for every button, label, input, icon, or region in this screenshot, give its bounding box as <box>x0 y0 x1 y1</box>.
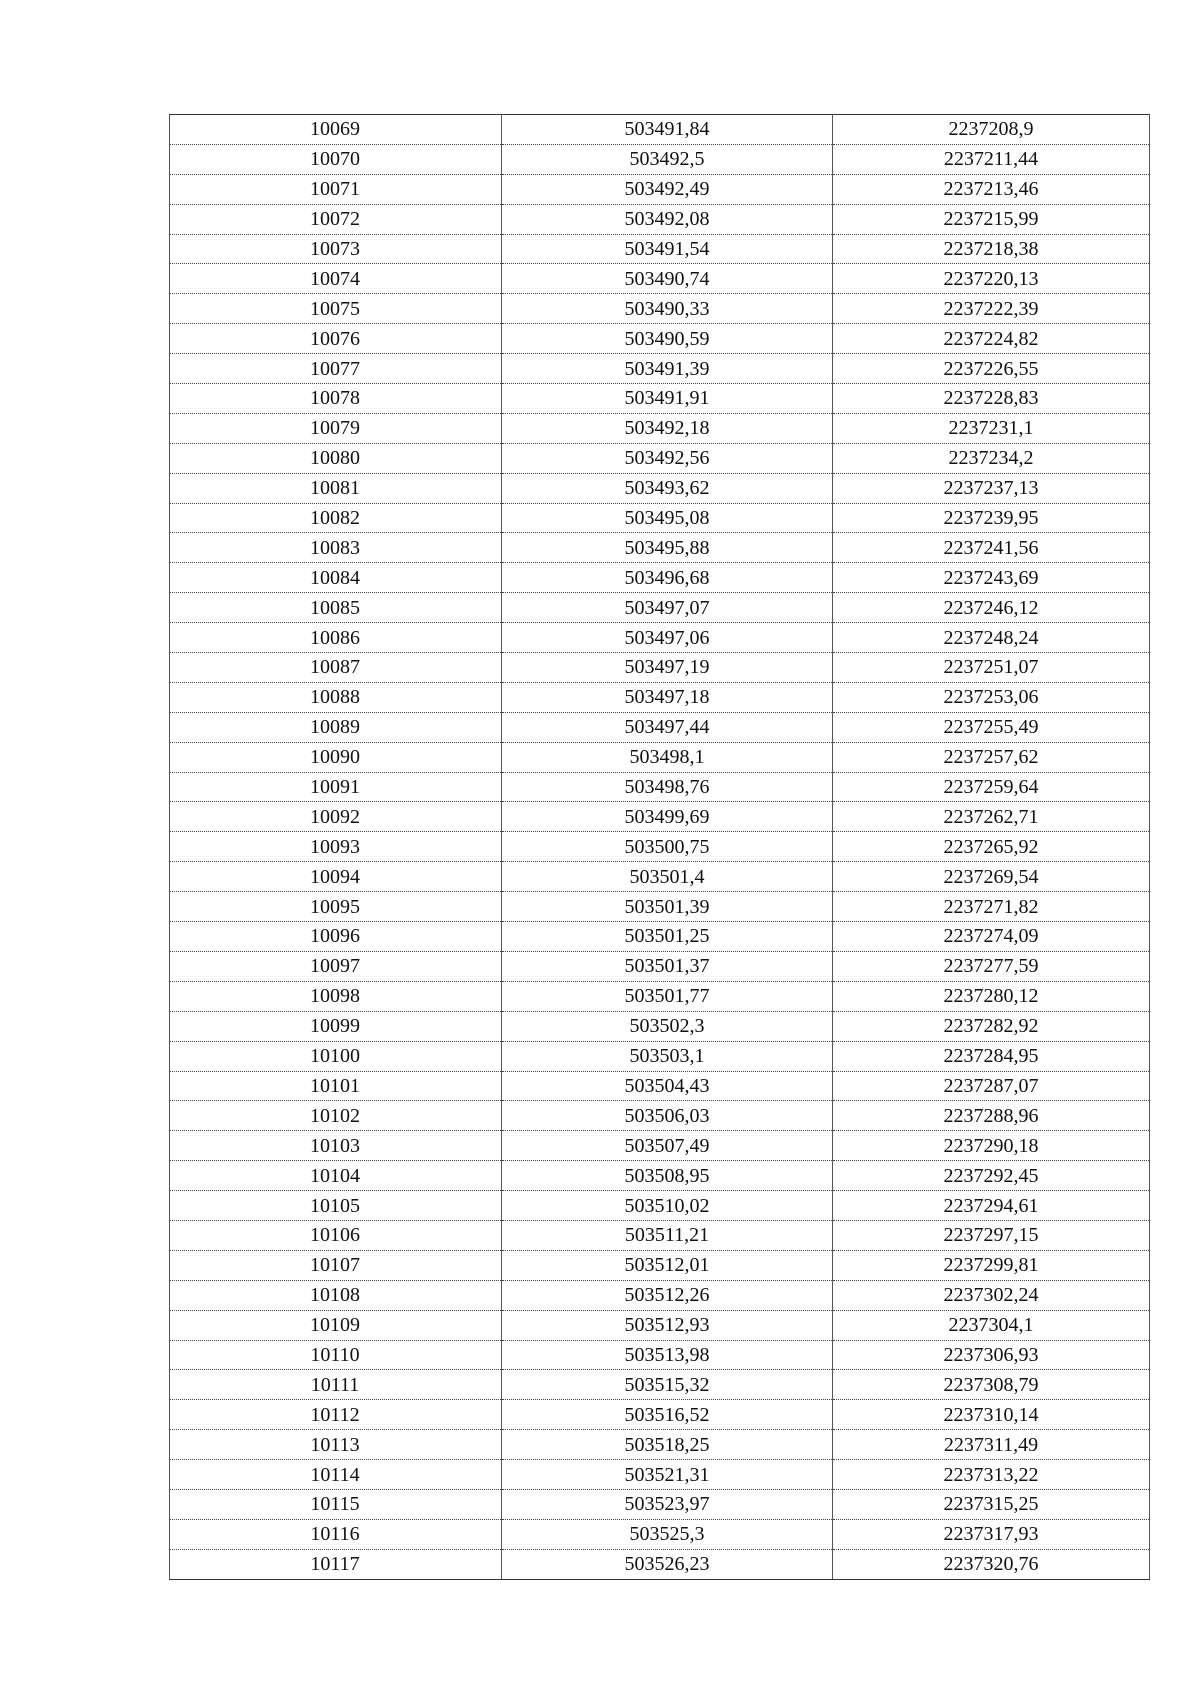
coordinate-y-cell: 2237290,18 <box>833 1131 1150 1161</box>
point-number-cell: 10108 <box>170 1280 502 1310</box>
table-row <box>170 324 1150 354</box>
coordinate-x-cell: 503497,19 <box>502 653 833 683</box>
coordinate-x-cell: 503501,37 <box>502 951 833 981</box>
point-number-cell: 10086 <box>170 623 502 653</box>
coordinate-x-cell: 503501,4 <box>502 862 833 892</box>
coordinate-x-cell: 503492,18 <box>502 413 833 443</box>
coordinate-x-cell: 503491,84 <box>502 115 833 145</box>
coordinate-x-cell: 503525,3 <box>502 1519 833 1549</box>
table-row <box>170 1489 1150 1519</box>
table-row <box>170 772 1150 802</box>
table-row <box>170 533 1150 563</box>
table-row <box>170 384 1150 414</box>
coordinate-y-cell: 2237228,83 <box>833 384 1150 414</box>
point-number-cell: 10112 <box>170 1400 502 1430</box>
point-number-cell: 10096 <box>170 922 502 952</box>
coordinate-y-cell: 2237274,09 <box>833 922 1150 952</box>
coordinate-y-cell: 2237288,96 <box>833 1101 1150 1131</box>
coordinate-x-cell: 503492,49 <box>502 174 833 204</box>
coordinate-y-cell: 2237248,24 <box>833 623 1150 653</box>
coordinate-x-cell: 503491,39 <box>502 354 833 384</box>
point-number-cell: 10072 <box>170 204 502 234</box>
table-row <box>170 981 1150 1011</box>
point-number-cell: 10074 <box>170 264 502 294</box>
coordinate-y-cell: 2237257,62 <box>833 742 1150 772</box>
point-number-cell: 10079 <box>170 413 502 443</box>
point-number-cell: 10101 <box>170 1071 502 1101</box>
table-row <box>170 503 1150 533</box>
coordinate-x-cell: 503512,01 <box>502 1250 833 1280</box>
coordinate-x-cell: 503491,54 <box>502 234 833 264</box>
coordinate-y-cell: 2237234,2 <box>833 443 1150 473</box>
point-number-cell: 10090 <box>170 742 502 772</box>
coordinate-x-cell: 503521,31 <box>502 1460 833 1490</box>
coordinate-y-cell: 2237294,61 <box>833 1191 1150 1221</box>
coordinate-y-cell: 2237299,81 <box>833 1250 1150 1280</box>
table-row <box>170 1071 1150 1101</box>
table-row <box>170 653 1150 683</box>
table-row <box>170 1131 1150 1161</box>
point-number-cell: 10110 <box>170 1340 502 1370</box>
table-row <box>170 951 1150 981</box>
point-number-cell: 10091 <box>170 772 502 802</box>
table-row <box>170 623 1150 653</box>
table-row <box>170 862 1150 892</box>
coordinate-y-cell: 2237313,22 <box>833 1460 1150 1490</box>
table-row <box>170 1519 1150 1549</box>
point-number-cell: 10076 <box>170 324 502 354</box>
point-number-cell: 10106 <box>170 1220 502 1250</box>
table-row <box>170 264 1150 294</box>
coordinate-x-cell: 503518,25 <box>502 1430 833 1460</box>
coordinate-x-cell: 503495,08 <box>502 503 833 533</box>
coordinate-x-cell: 503506,03 <box>502 1101 833 1131</box>
table-row <box>170 1370 1150 1400</box>
point-number-cell: 10103 <box>170 1131 502 1161</box>
coordinate-y-cell: 2237215,99 <box>833 204 1150 234</box>
coordinate-y-cell: 2237282,92 <box>833 1011 1150 1041</box>
point-number-cell: 10075 <box>170 294 502 324</box>
point-number-cell: 10094 <box>170 862 502 892</box>
coordinate-y-cell: 2237259,64 <box>833 772 1150 802</box>
coordinate-y-cell: 2237246,12 <box>833 593 1150 623</box>
coordinate-x-cell: 503501,77 <box>502 981 833 1011</box>
point-number-cell: 10098 <box>170 981 502 1011</box>
coordinate-x-cell: 503515,32 <box>502 1370 833 1400</box>
coordinates-table-body <box>170 115 1150 1580</box>
coordinate-y-cell: 2237226,55 <box>833 354 1150 384</box>
table-row <box>170 1011 1150 1041</box>
coordinate-x-cell: 503493,62 <box>502 473 833 503</box>
table-row <box>170 1310 1150 1340</box>
point-number-cell: 10117 <box>170 1549 502 1579</box>
point-number-cell: 10099 <box>170 1011 502 1041</box>
coordinate-y-cell: 2237311,49 <box>833 1430 1150 1460</box>
coordinate-y-cell: 2237265,92 <box>833 832 1150 862</box>
coordinate-x-cell: 503499,69 <box>502 802 833 832</box>
coordinate-y-cell: 2237213,46 <box>833 174 1150 204</box>
coordinate-x-cell: 503504,43 <box>502 1071 833 1101</box>
table-row <box>170 1460 1150 1490</box>
coordinate-y-cell: 2237280,12 <box>833 981 1150 1011</box>
coordinate-x-cell: 503523,97 <box>502 1489 833 1519</box>
point-number-cell: 10109 <box>170 1310 502 1340</box>
table-row <box>170 1340 1150 1370</box>
coordinate-y-cell: 2237302,24 <box>833 1280 1150 1310</box>
coordinate-x-cell: 503501,25 <box>502 922 833 952</box>
coordinate-x-cell: 503498,1 <box>502 742 833 772</box>
coordinate-x-cell: 503490,33 <box>502 294 833 324</box>
table-row <box>170 1161 1150 1191</box>
coordinate-y-cell: 2237255,49 <box>833 712 1150 742</box>
table-row <box>170 563 1150 593</box>
table-row <box>170 413 1150 443</box>
coordinate-x-cell: 503512,93 <box>502 1310 833 1340</box>
coordinate-y-cell: 2237241,56 <box>833 533 1150 563</box>
coordinate-y-cell: 2237315,25 <box>833 1489 1150 1519</box>
coordinate-y-cell: 2237237,13 <box>833 473 1150 503</box>
table-row <box>170 1549 1150 1579</box>
coordinate-x-cell: 503526,23 <box>502 1549 833 1579</box>
table-row <box>170 712 1150 742</box>
coordinate-y-cell: 2237284,95 <box>833 1041 1150 1071</box>
point-number-cell: 10102 <box>170 1101 502 1131</box>
table-row <box>170 294 1150 324</box>
table-row <box>170 204 1150 234</box>
coordinate-x-cell: 503501,39 <box>502 892 833 922</box>
coordinate-y-cell: 2237239,95 <box>833 503 1150 533</box>
coordinate-x-cell: 503508,95 <box>502 1161 833 1191</box>
point-number-cell: 10073 <box>170 234 502 264</box>
coordinate-x-cell: 503491,91 <box>502 384 833 414</box>
table-row <box>170 1400 1150 1430</box>
table-row <box>170 832 1150 862</box>
coordinate-x-cell: 503492,08 <box>502 204 833 234</box>
point-number-cell: 10105 <box>170 1191 502 1221</box>
coordinate-y-cell: 2237224,82 <box>833 324 1150 354</box>
table-row <box>170 1250 1150 1280</box>
coordinate-x-cell: 503502,3 <box>502 1011 833 1041</box>
point-number-cell: 10100 <box>170 1041 502 1071</box>
table-row <box>170 443 1150 473</box>
point-number-cell: 10087 <box>170 653 502 683</box>
point-number-cell: 10097 <box>170 951 502 981</box>
coordinate-y-cell: 2237317,93 <box>833 1519 1150 1549</box>
coordinate-x-cell: 503513,98 <box>502 1340 833 1370</box>
coordinate-x-cell: 503500,75 <box>502 832 833 862</box>
coordinate-x-cell: 503511,21 <box>502 1220 833 1250</box>
point-number-cell: 10092 <box>170 802 502 832</box>
table-row <box>170 1101 1150 1131</box>
table-row <box>170 473 1150 503</box>
coordinate-y-cell: 2237251,07 <box>833 653 1150 683</box>
coordinate-x-cell: 503495,88 <box>502 533 833 563</box>
coordinate-x-cell: 503516,52 <box>502 1400 833 1430</box>
table-row <box>170 1220 1150 1250</box>
coordinate-y-cell: 2237320,76 <box>833 1549 1150 1579</box>
point-number-cell: 10116 <box>170 1519 502 1549</box>
table-row <box>170 1280 1150 1310</box>
coordinate-y-cell: 2237269,54 <box>833 862 1150 892</box>
point-number-cell: 10081 <box>170 473 502 503</box>
point-number-cell: 10088 <box>170 682 502 712</box>
point-number-cell: 10095 <box>170 892 502 922</box>
point-number-cell: 10085 <box>170 593 502 623</box>
point-number-cell: 10113 <box>170 1430 502 1460</box>
coordinate-x-cell: 503497,07 <box>502 593 833 623</box>
table-row <box>170 234 1150 264</box>
table-row <box>170 1430 1150 1460</box>
point-number-cell: 10083 <box>170 533 502 563</box>
coordinate-y-cell: 2237292,45 <box>833 1161 1150 1191</box>
point-number-cell: 10080 <box>170 443 502 473</box>
point-number-cell: 10069 <box>170 115 502 145</box>
table-row <box>170 742 1150 772</box>
table-row <box>170 682 1150 712</box>
table-row <box>170 892 1150 922</box>
coordinate-y-cell: 2237304,1 <box>833 1310 1150 1340</box>
coordinate-y-cell: 2237222,39 <box>833 294 1150 324</box>
coordinate-x-cell: 503490,74 <box>502 264 833 294</box>
coordinates-table <box>169 114 1150 1580</box>
coordinate-y-cell: 2237211,44 <box>833 144 1150 174</box>
coordinate-x-cell: 503498,76 <box>502 772 833 802</box>
coordinate-x-cell: 503496,68 <box>502 563 833 593</box>
coordinate-y-cell: 2237308,79 <box>833 1370 1150 1400</box>
point-number-cell: 10078 <box>170 384 502 414</box>
coordinate-x-cell: 503507,49 <box>502 1131 833 1161</box>
coordinate-y-cell: 2237297,15 <box>833 1220 1150 1250</box>
point-number-cell: 10070 <box>170 144 502 174</box>
coordinate-y-cell: 2237218,38 <box>833 234 1150 264</box>
coordinate-y-cell: 2237262,71 <box>833 802 1150 832</box>
table-row <box>170 802 1150 832</box>
coordinate-x-cell: 503510,02 <box>502 1191 833 1221</box>
point-number-cell: 10084 <box>170 563 502 593</box>
coordinate-y-cell: 2237220,13 <box>833 264 1150 294</box>
point-number-cell: 10115 <box>170 1489 502 1519</box>
coordinate-x-cell: 503492,56 <box>502 443 833 473</box>
coordinate-x-cell: 503492,5 <box>502 144 833 174</box>
table-row <box>170 174 1150 204</box>
coordinate-y-cell: 2237287,07 <box>833 1071 1150 1101</box>
point-number-cell: 10082 <box>170 503 502 533</box>
coordinate-y-cell: 2237277,59 <box>833 951 1150 981</box>
point-number-cell: 10107 <box>170 1250 502 1280</box>
table-row <box>170 593 1150 623</box>
coordinate-y-cell: 2237208,9 <box>833 115 1150 145</box>
point-number-cell: 10089 <box>170 712 502 742</box>
coordinate-y-cell: 2237231,1 <box>833 413 1150 443</box>
coordinate-x-cell: 503497,18 <box>502 682 833 712</box>
table-row <box>170 115 1150 145</box>
table-row <box>170 1041 1150 1071</box>
table-row <box>170 144 1150 174</box>
coordinate-y-cell: 2237271,82 <box>833 892 1150 922</box>
coordinate-x-cell: 503503,1 <box>502 1041 833 1071</box>
point-number-cell: 10071 <box>170 174 502 204</box>
coordinate-x-cell: 503497,06 <box>502 623 833 653</box>
coordinate-y-cell: 2237306,93 <box>833 1340 1150 1370</box>
coordinate-x-cell: 503512,26 <box>502 1280 833 1310</box>
coordinate-x-cell: 503497,44 <box>502 712 833 742</box>
coordinate-y-cell: 2237243,69 <box>833 563 1150 593</box>
table-row <box>170 1191 1150 1221</box>
coordinate-y-cell: 2237253,06 <box>833 682 1150 712</box>
table-row <box>170 922 1150 952</box>
point-number-cell: 10111 <box>170 1370 502 1400</box>
point-number-cell: 10104 <box>170 1161 502 1191</box>
coordinate-x-cell: 503490,59 <box>502 324 833 354</box>
table-row <box>170 354 1150 384</box>
coordinate-y-cell: 2237310,14 <box>833 1400 1150 1430</box>
point-number-cell: 10114 <box>170 1460 502 1490</box>
point-number-cell: 10093 <box>170 832 502 862</box>
point-number-cell: 10077 <box>170 354 502 384</box>
